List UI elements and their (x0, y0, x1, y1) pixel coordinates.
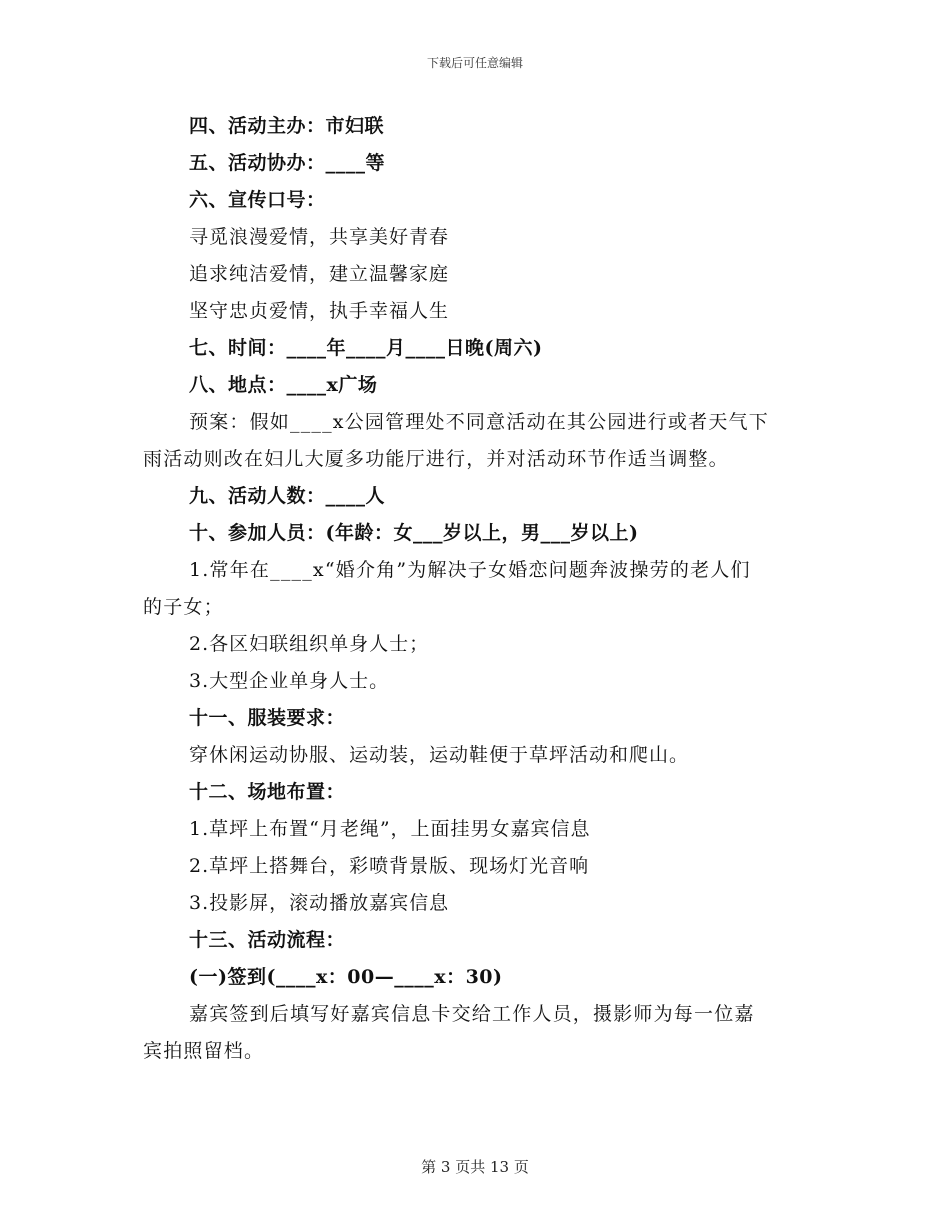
participant-item: 2.各区妇联组织单身人士； (189, 633, 430, 655)
section-heading-time: 七、时间：____年____月____日晚(周六) (189, 337, 543, 359)
contingency-plan-paragraph-cont: 雨活动则改在妇儿大厦多功能厅进行，并对活动环节作适当调整。 (143, 448, 729, 470)
document-body (143, 108, 811, 1070)
participant-item: 3.大型企业单身人士。 (189, 670, 390, 692)
venue-setup-item: 3.投影屏，滚动播放嘉宾信息 (189, 892, 450, 914)
slogan-line: 寻觅浪漫爱情，共享美好青春 (189, 226, 450, 248)
section-heading-headcount: 九、活动人数：____人 (189, 485, 386, 507)
contingency-plan-paragraph: 预案：假如____x公园管理处不同意活动在其公园进行或者天气下 (189, 411, 769, 433)
participant-item-cont: 的子女； (143, 596, 224, 618)
section-heading-organizer: 四、活动主办：市妇联 (189, 115, 385, 137)
slogan-line: 追求纯洁爱情，建立温馨家庭 (189, 263, 450, 285)
slogan-line: 坚守忠贞爱情，执手幸福人生 (189, 300, 450, 322)
page-header: 下载后可任意编辑 (426, 56, 523, 70)
section-heading-location: 八、地点：____x广场 (189, 374, 378, 396)
subsection-heading-check-in: (一)签到(____x：00—____x：30) (189, 966, 503, 988)
section-heading-co-organizer: 五、活动协办：____等 (189, 152, 386, 174)
dress-code-text: 穿休闲运动协服、运动装，运动鞋便于草坪活动和爬山。 (189, 744, 690, 766)
section-heading-participants: 十、参加人员：(年龄：女___岁以上，男___岁以上) (189, 522, 639, 544)
section-heading-dress-code: 十一、服装要求： (189, 707, 346, 729)
section-heading-venue-setup: 十二、场地布置： (189, 781, 346, 803)
page-number-footer: 第 3 页共 13 页 (421, 1158, 529, 1176)
participant-item: 1.常年在____x“婚介角”为解决子女婚恋问题奔波操劳的老人们 (189, 559, 751, 581)
check-in-paragraph: 嘉宾签到后填写好嘉宾信息卡交给工作人员，摄影师为每一位嘉 (189, 1003, 755, 1025)
check-in-paragraph-cont: 宾拍照留档。 (143, 1040, 265, 1062)
section-heading-process: 十三、活动流程： (189, 929, 346, 951)
section-heading-slogan: 六、宣传口号： (189, 189, 326, 211)
venue-setup-item: 1.草坪上布置“月老绳”，上面挂男女嘉宾信息 (189, 818, 591, 840)
venue-setup-item: 2.草坪上搭舞台，彩喷背景版、现场灯光音响 (189, 855, 590, 877)
